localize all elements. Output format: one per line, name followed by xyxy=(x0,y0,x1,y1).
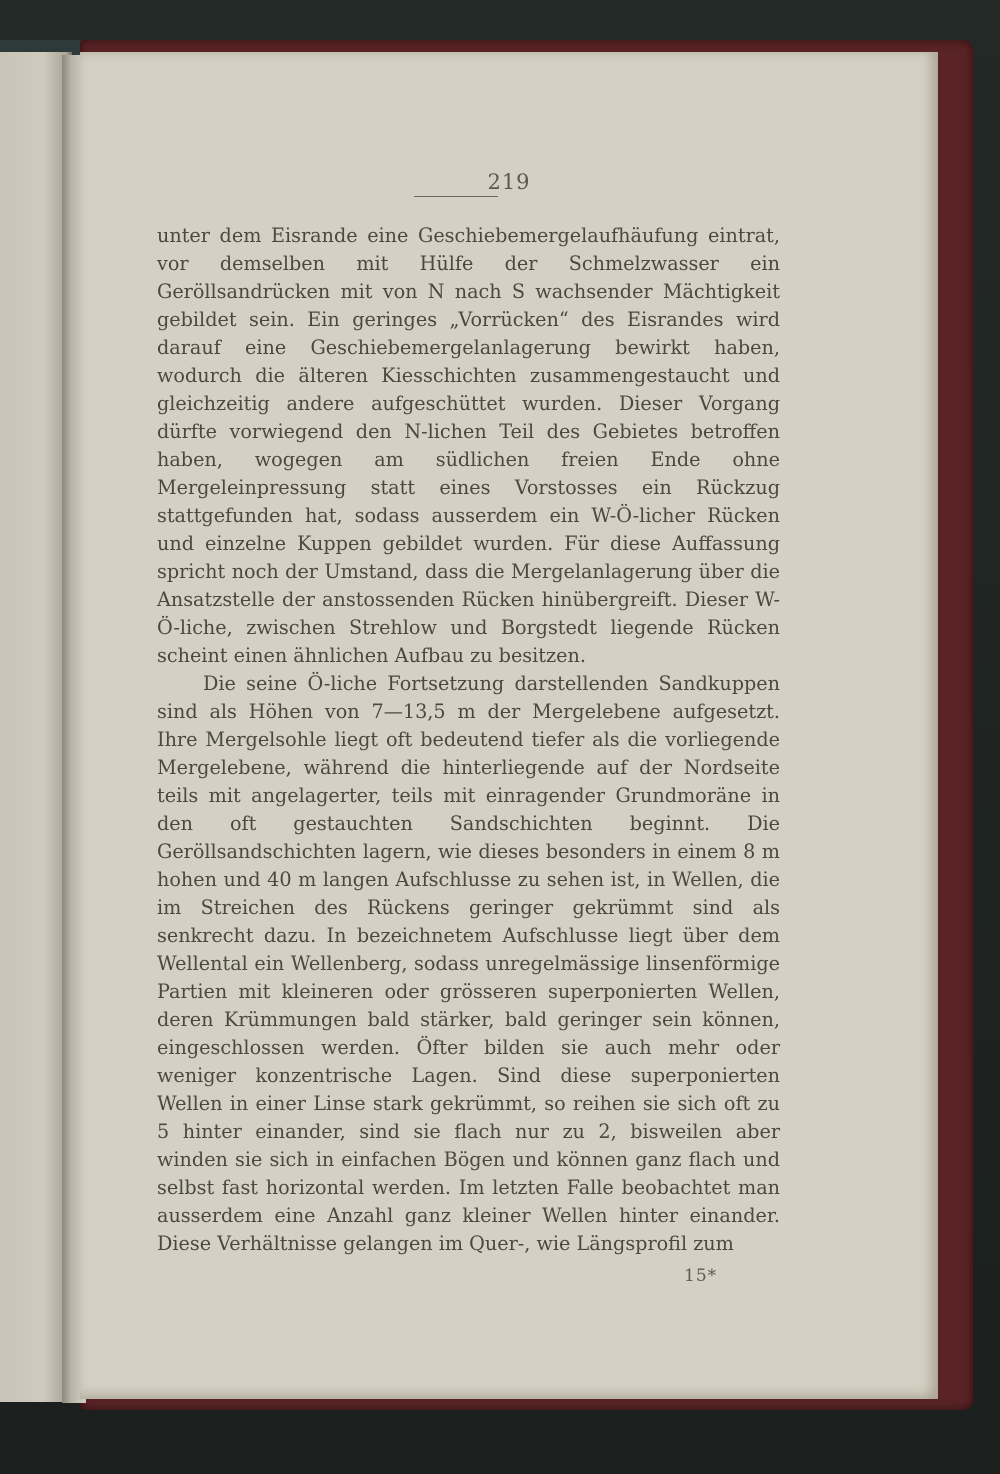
page-number: 219 xyxy=(487,170,531,194)
book-page xyxy=(80,52,938,1399)
page-number-rule xyxy=(414,196,498,197)
signature-mark: 15* xyxy=(684,1266,718,1286)
paragraph-continuation: unter dem Eisrande eine Geschiebemergelaufhäufung eintrat, vor demselben mit Hülfe der Schmelzwasser ein Geröllsandrücken mit von N nach S wachsender Mächtigkeit gebildet sein. Ein geringes „Vorrücken“ des Eisrandes wird darauf eine Geschiebemergelanlagerung bewirkt haben, wodurch die älteren Kiesschichten zusammengestaucht und gleichzeitig andere aufgeschüttet wurden. Dieser Vorgang dürfte vorwiegend den N-lichen Teil des Gebietes betroffen haben, wogegen am südlichen freien Ende ohne Mergeleinpressung statt eines Vorstosses ein Rückzug stattgefunden hat, sodass ausserdem ein W-Ö-licher Rücken und einzelne Kuppen gebildet wurden. Für diese Auffassung spricht noch der Umstand, dass die Mergelanlagerung über die Ansatzstelle der anstossenden Rücken hinübergreift. Dieser W-Ö-liche, zwischen Strehlow und Borgstedt liegende Rücken scheint einen ähnlichen Aufbau zu besitzen. xyxy=(157,224,780,667)
paragraph-sandkuppen: Die seine Ö-liche Fortsetzung darstellenden Sandkuppen sind als Höhen von 7—13,5 m der Mergelebene aufgesetzt. Ihre Mergelsohle liegt oft bedeutend tiefer als die vorliegende Mergelebene, während die hinterliegende auf der Nordseite teils mit angelagerter, teils mit einragender Grundmoräne in den oft gestauchten Sandschichten beginnt. Die Geröllsandschichten lagern, wie dieses besonders in einem 8 m hohen und 40 m langen Aufschlusse zu sehen ist, in Wellen, die im Streichen des Rückens geringer gekrümmt sind als senkrecht dazu. In bezeichnetem Aufschlusse liegt über dem Wellental ein Wellenberg, sodass unregelmässige linsenförmige Partien mit kleineren oder grösseren superponierten Wellen, deren Krümmungen bald stärker, bald geringer sein können, eingeschlossen werden. Öfter bilden sie auch mehr oder weniger konzentrische Lagen. Sind diese superponierten Wellen in einer Linse stark gekrümmt, so reihen sie sich oft zu 5 hinter einander, sind sie flach nur zu 2, bisweilen aber winden sie sich in einfachen Bögen und können ganz flach und selbst fast horizontal werden. Im letzten Falle beobachtet man ausserdem eine Anzahl ganz kleiner Wellen hinter einander. Diese Verhältnisse gelangen im Quer-, wie Längsprofil zum xyxy=(157,672,780,1255)
body-text xyxy=(157,222,780,1258)
